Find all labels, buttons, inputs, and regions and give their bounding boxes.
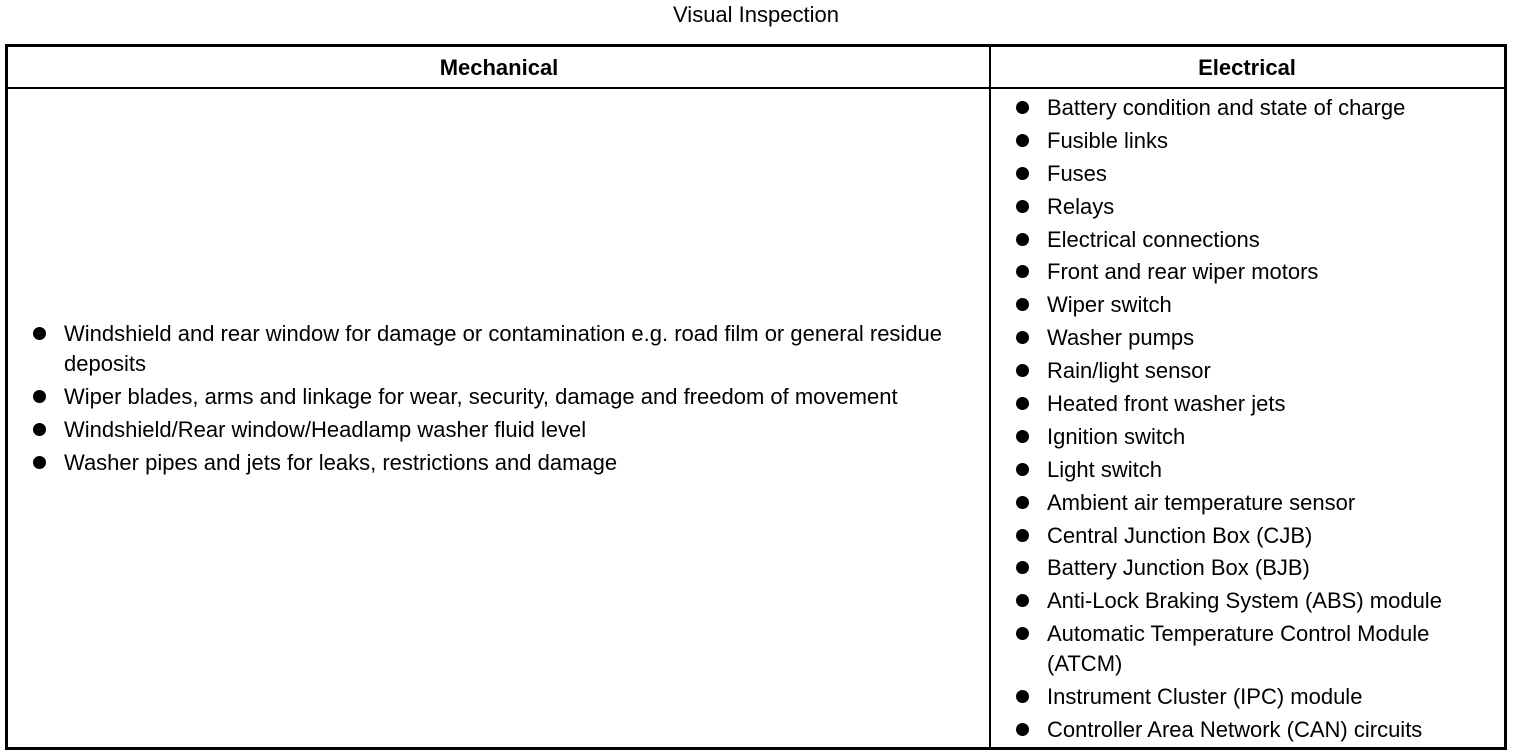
electrical-column-header: Electrical [990, 47, 1504, 89]
list-item [28, 448, 978, 478]
bullet-icon [1016, 529, 1029, 542]
bullet-icon [33, 423, 46, 436]
list-item [1011, 619, 1504, 679]
electrical-cell [991, 89, 1504, 747]
bullet-icon [1016, 594, 1029, 607]
list-item-text: Washer pipes and jets for leaks, restrictions and damage [64, 450, 618, 475]
bullet-icon [33, 327, 46, 340]
bullet-icon [1016, 690, 1029, 703]
bullet-icon [1016, 101, 1029, 114]
bullet-icon [1016, 397, 1029, 410]
list-item-text: Heated front washer jets [1047, 391, 1286, 417]
list-item-text: Ignition switch [1047, 423, 1186, 449]
bullet-icon [1016, 627, 1029, 640]
list-item-text: Wiper switch [1047, 292, 1172, 318]
bullet-icon [1016, 233, 1029, 246]
mechanical-cell [8, 89, 988, 747]
list-item-text: Anti-Lock Braking System (ABS) module [1047, 588, 1442, 614]
list-item-text: Washer pumps [1047, 325, 1195, 351]
list-item-text: Ambient air temperature sensor [1047, 489, 1356, 515]
list-item-text: Front and rear wiper motors [1047, 259, 1319, 285]
list-item-text: Fusible links [1047, 127, 1169, 153]
list-item [1011, 192, 1504, 222]
list-item-text: Central Junction Box (CJB) [1047, 522, 1313, 548]
bullet-icon [1016, 265, 1029, 278]
list-item-text: Automatic Temperature Control Module (ATCM) [1047, 621, 1430, 677]
list-item [28, 415, 978, 445]
list-item-text: Relays [1047, 193, 1115, 219]
bullet-icon [1016, 364, 1029, 377]
list-item [1011, 553, 1504, 583]
list-item-text: Battery condition and state of charge [1047, 95, 1406, 120]
list-item [1011, 455, 1504, 485]
bullet-icon [1016, 331, 1029, 344]
bullet-icon [1016, 200, 1029, 213]
bullet-icon [1016, 561, 1029, 574]
list-item [1011, 126, 1504, 156]
list-item-text: Instrument Cluster (IPC) module [1047, 684, 1363, 710]
list-item-text: Wiper blades, arms and linkage for wear, security, damage and freedom of movement [64, 384, 898, 409]
bullet-icon [1016, 723, 1029, 736]
list-item [1011, 586, 1504, 616]
list-item-text: Battery Junction Box (BJB) [1047, 555, 1310, 581]
list-item [1011, 488, 1504, 518]
list-item [28, 382, 978, 412]
bullet-icon [33, 456, 46, 469]
list-item [28, 319, 978, 379]
bullet-icon [1016, 298, 1029, 311]
list-item [1011, 356, 1504, 386]
bullet-icon [1016, 430, 1029, 443]
list-item [1011, 521, 1504, 551]
list-item-text: Windshield and rear window for damage or contamination e.g. road film or general residue deposits [64, 321, 943, 376]
bullet-icon [33, 390, 46, 403]
list-item [1011, 93, 1504, 123]
list-item-text: Fuses [1047, 160, 1107, 186]
bullet-icon [1016, 463, 1029, 476]
list-item [1011, 257, 1504, 287]
list-item-text: Controller Area Network (CAN) circuits [1047, 717, 1423, 743]
electrical-list [1011, 93, 1504, 745]
list-item-text: Light switch [1047, 456, 1162, 482]
list-item [1011, 159, 1504, 189]
list-item [1011, 225, 1504, 255]
table-caption: Visual Inspection [673, 2, 839, 27]
list-item-text: Electrical connections [1047, 226, 1260, 252]
bullet-icon [1016, 167, 1029, 180]
list-item [1011, 422, 1504, 452]
list-item [1011, 323, 1504, 353]
list-item [1011, 290, 1504, 320]
list-item [1011, 389, 1504, 419]
mechanical-list [28, 319, 978, 481]
list-item-text: Windshield/Rear window/Headlamp washer fluid level [64, 417, 587, 442]
list-item [1011, 682, 1504, 712]
mechanical-column-header: Mechanical [8, 47, 990, 89]
list-item [1011, 715, 1504, 745]
list-item-text: Rain/light sensor [1047, 358, 1211, 384]
bullet-icon [1016, 496, 1029, 509]
inspection-table [5, 44, 1507, 750]
bullet-icon [1016, 134, 1029, 147]
